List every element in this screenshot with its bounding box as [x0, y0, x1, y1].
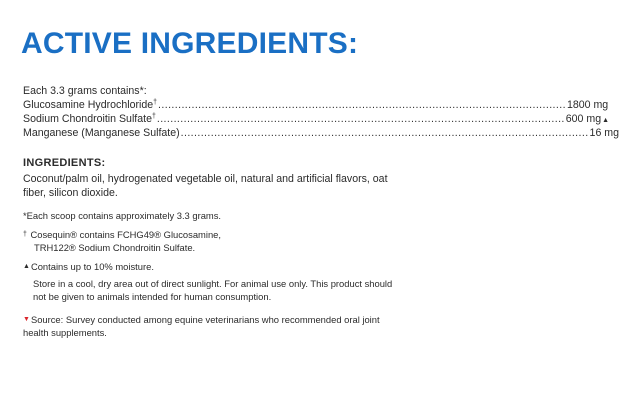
active-ingredients-list — [23, 84, 619, 140]
dagger-symbol: † — [23, 231, 27, 238]
inactive-ingredients — [23, 156, 403, 200]
storage-note: Store in a cool, dry area out of direct sunlight. For animal use only. This product should not be given to animals intended for human consumption. — [33, 278, 393, 302]
ingredients-text: Coconut/palm oil, hydrogenated vegetable oil, natural and artificial flavors, oat fiber, silicon dioxide. — [23, 173, 388, 199]
cosequin-note — [23, 228, 403, 254]
leader-dots: .......................................................................................................................... — [180, 127, 589, 139]
ingredient-amount: 600 mg — [565, 113, 602, 125]
moisture-note-text: Contains up to 10% moisture. — [30, 261, 154, 272]
leader-dots: .......................................................................................................................... — [156, 113, 565, 125]
ingredient-note-mark: ▲ — [602, 117, 610, 124]
ingredients-heading: INGREDIENTS: — [23, 157, 106, 169]
ingredient-name: Manganese (Manganese Sulfate) — [23, 127, 180, 139]
source-note-text: Source: Survey conducted among equine veterinarians who recommended oral joint health supplements. — [23, 314, 380, 338]
ingredient-name: Glucosamine Hydrochloride — [23, 99, 154, 111]
cosequin-note-line2: TRH122® Sodium Chondroitin Sulfate. — [34, 242, 196, 253]
ingredient-row-manganese — [23, 126, 619, 140]
source-note — [23, 313, 395, 339]
moisture-note — [23, 260, 403, 273]
leader-dots: .......................................................................................................................... — [158, 99, 566, 111]
ingredient-mark: † — [151, 113, 156, 120]
ingredient-row-chondroitin — [23, 112, 610, 126]
triangle-up-icon: ▲ — [23, 263, 30, 270]
ingredient-row-glucosamine — [23, 98, 609, 112]
serving-intro: Each 3.3 grams contains*: — [23, 85, 147, 97]
ingredient-name: Sodium Chondroitin Sulfate — [23, 113, 152, 125]
ingredient-amount: 16 mg — [589, 127, 619, 139]
scoop-note: *Each scoop contains approximately 3.3 grams. — [23, 210, 222, 221]
active-ingredients-title: ACTIVE INGREDIENTS: — [21, 27, 359, 60]
ingredient-amount: 1800 mg — [566, 99, 609, 111]
ingredient-mark: † — [153, 99, 158, 106]
cosequin-note-line1: Cosequin® contains FCHG49® Glucosamine, — [30, 229, 221, 240]
triangle-down-icon: ▼ — [23, 316, 30, 323]
